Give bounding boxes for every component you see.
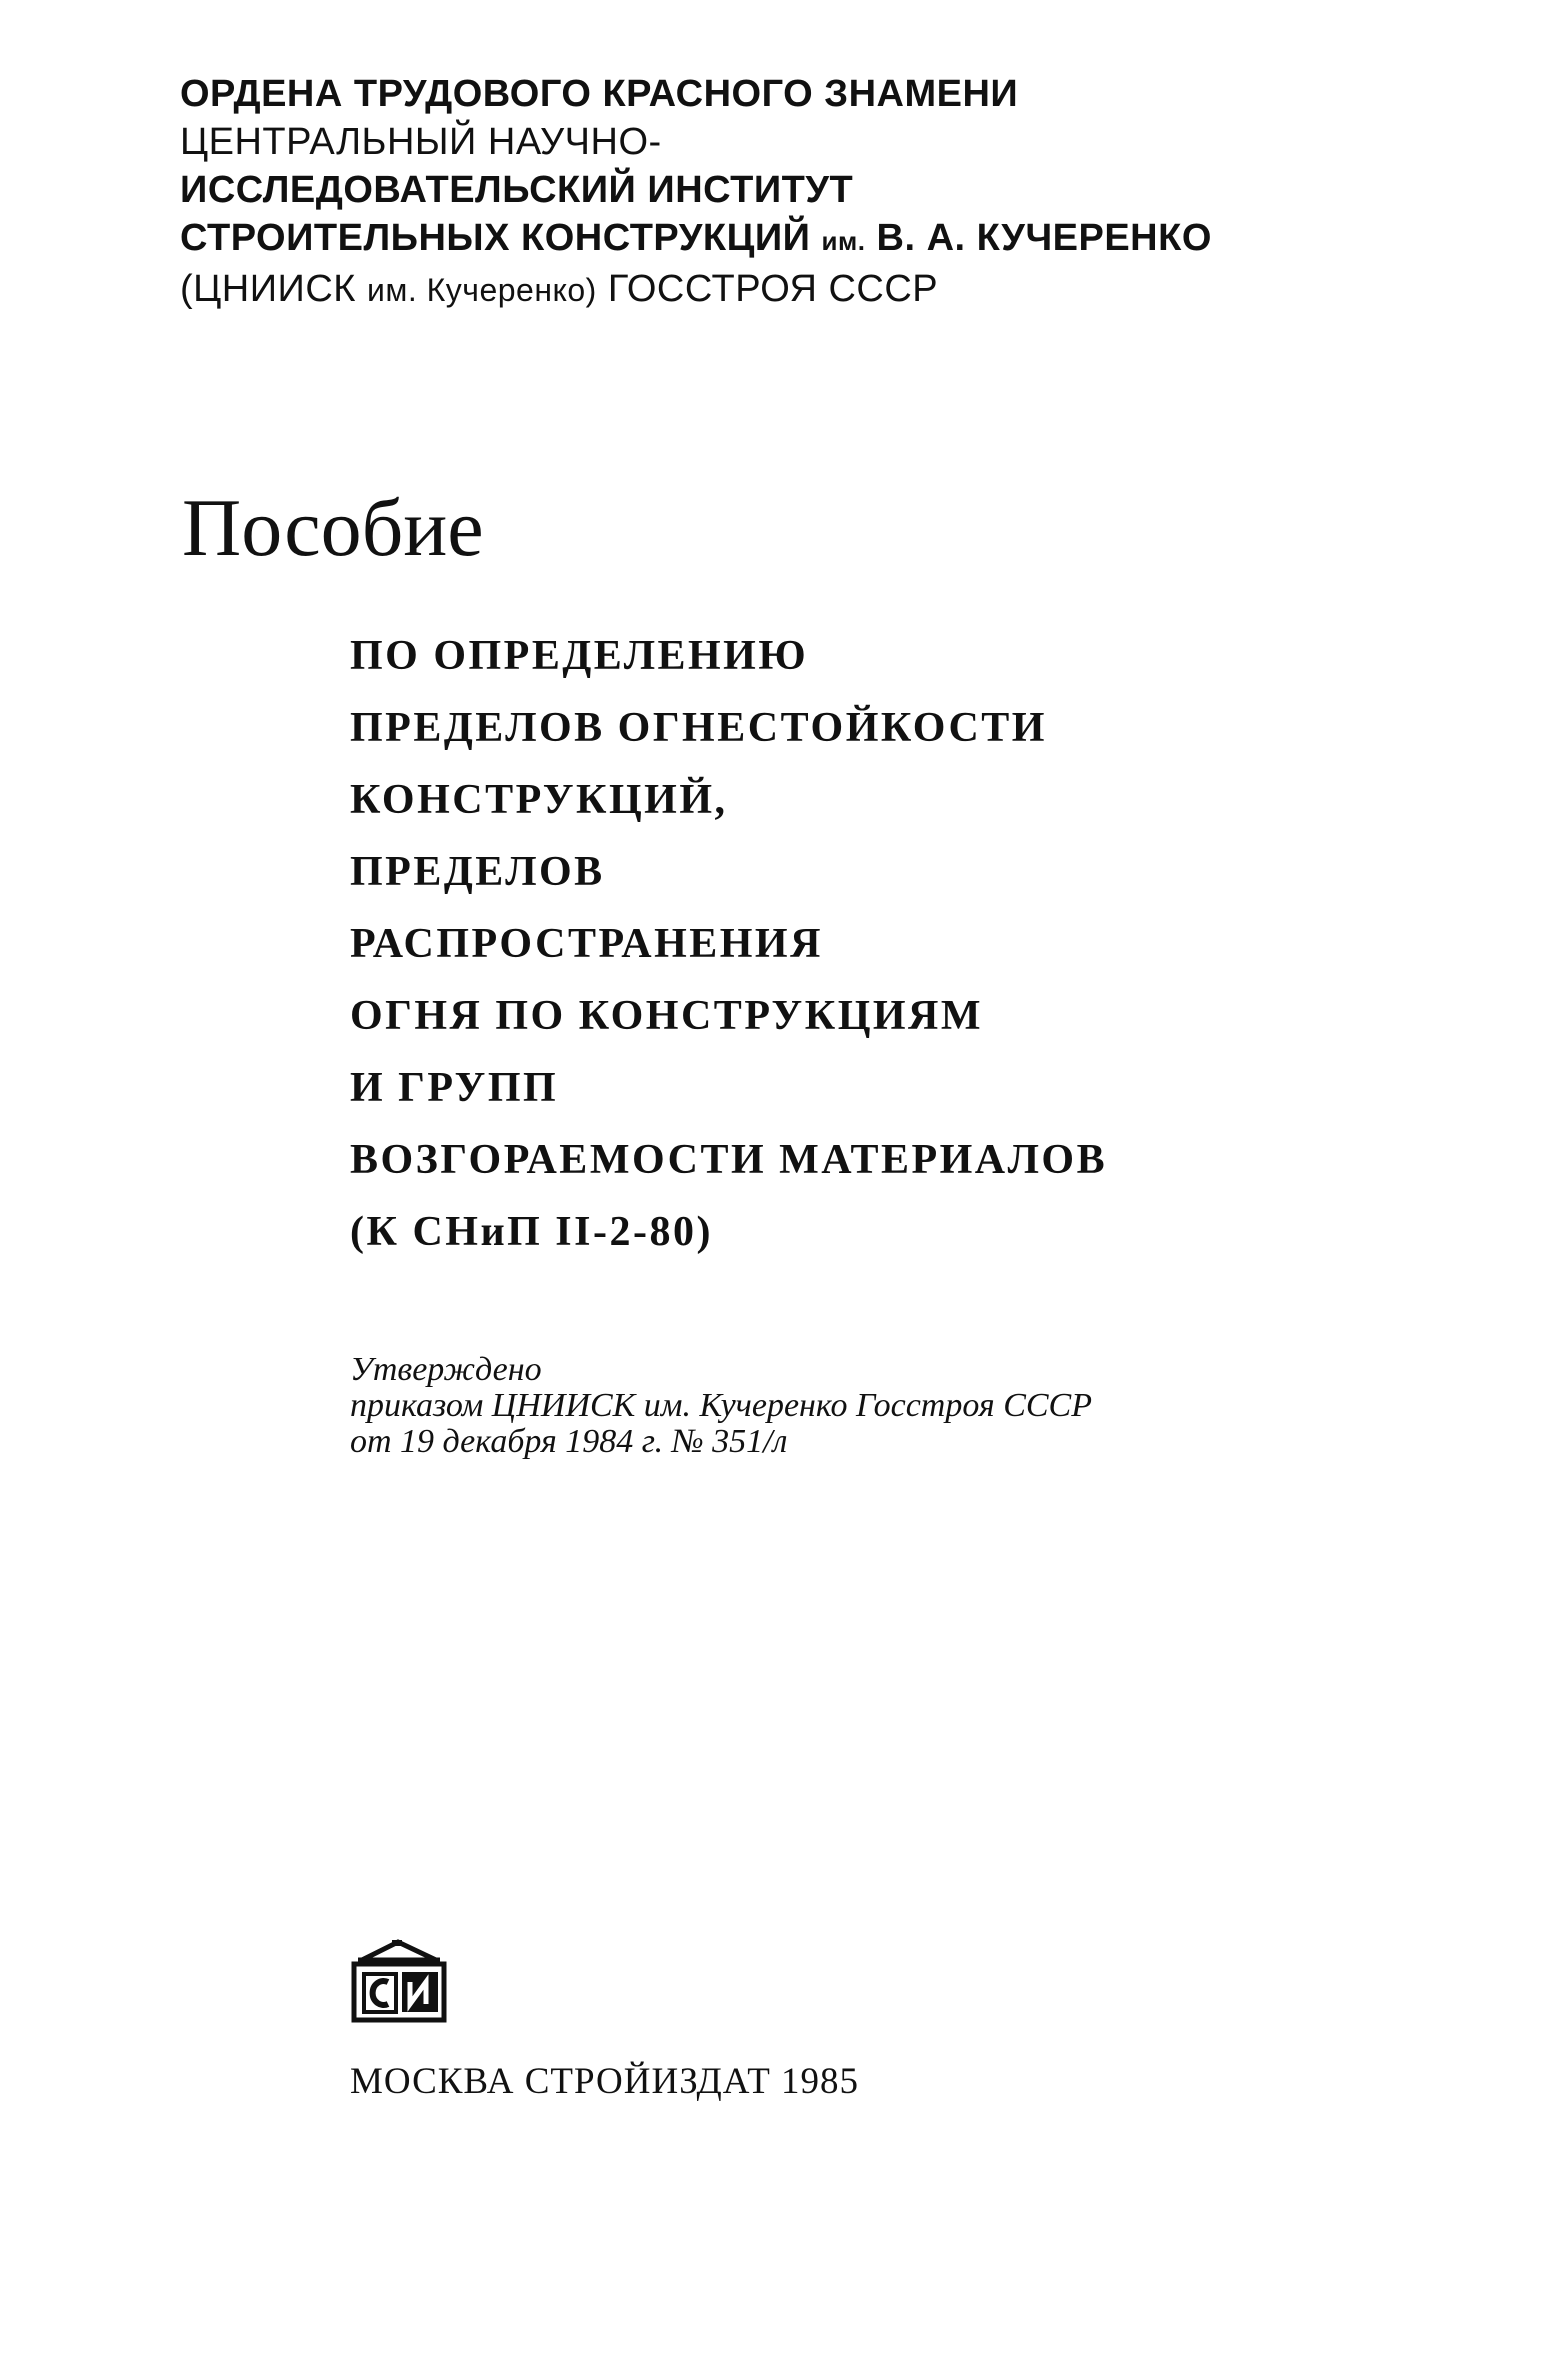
org-line-4-part-3: В. А. КУЧЕРЕНКО xyxy=(876,217,1212,259)
subtitle-line-7: И ГРУПП xyxy=(350,1065,559,1111)
subtitle-line-1: ПО ОПРЕДЕЛЕНИЮ xyxy=(350,633,809,679)
approval-line-1: Утверждено xyxy=(350,1351,542,1388)
subtitle-line-5: РАСПРОСТРАНЕНИЯ xyxy=(350,921,823,967)
document-title: Пособие xyxy=(182,482,484,573)
subtitle-line-8: ВОЗГОРАЕМОСТИ МАТЕРИАЛОВ xyxy=(350,1137,1108,1183)
approval-note xyxy=(350,1352,1500,1460)
subtitle-line-3: КОНСТРУКЦИЙ, xyxy=(350,777,728,823)
org-line-5-part-3: ГОССТРОЯ СССР xyxy=(607,268,939,310)
org-line-4-part-2: им. xyxy=(821,226,866,256)
organization-header xyxy=(180,70,1480,314)
org-line-4-part-1: СТРОИТЕЛЬНЫХ КОНСТРУКЦИЙ xyxy=(180,217,811,259)
org-line-5-part-1: (ЦНИИСК xyxy=(180,268,356,310)
publisher-imprint: МОСКВА СТРОЙИЗДАТ 1985 xyxy=(350,2061,860,2102)
org-line-3: ИССЛЕДОВАТЕЛЬСКИЙ ИНСТИТУТ xyxy=(180,169,854,211)
subtitle-line-6: ОГНЯ ПО КОНСТРУКЦИЯМ xyxy=(350,993,984,1039)
subtitle-line-2: ПРЕДЕЛОВ ОГНЕСТОЙКОСТИ xyxy=(350,705,1047,751)
approval-line-3: от 19 декабря 1984 г. № 351/л xyxy=(350,1423,788,1460)
subtitle-line-9: (К СНиП II-2-80) xyxy=(350,1209,713,1255)
org-line-5-part-2: им. Кучеренко) xyxy=(366,272,597,308)
org-line-5 xyxy=(180,265,1480,314)
stroyizdat-logo-icon xyxy=(348,1938,450,2024)
document-subtitle xyxy=(350,620,1500,1268)
org-line-2: ЦЕНТРАЛЬНЫЙ НАУЧНО- xyxy=(180,121,662,163)
org-line-1: ОРДЕНА ТРУДОВОГО КРАСНОГО ЗНАМЕНИ xyxy=(180,73,1019,115)
approval-line-2: приказом ЦНИИСК им. Кучеренко Госстроя СССР xyxy=(350,1387,1093,1424)
org-line-4 xyxy=(180,214,1480,265)
subtitle-line-4: ПРЕДЕЛОВ xyxy=(350,849,605,895)
